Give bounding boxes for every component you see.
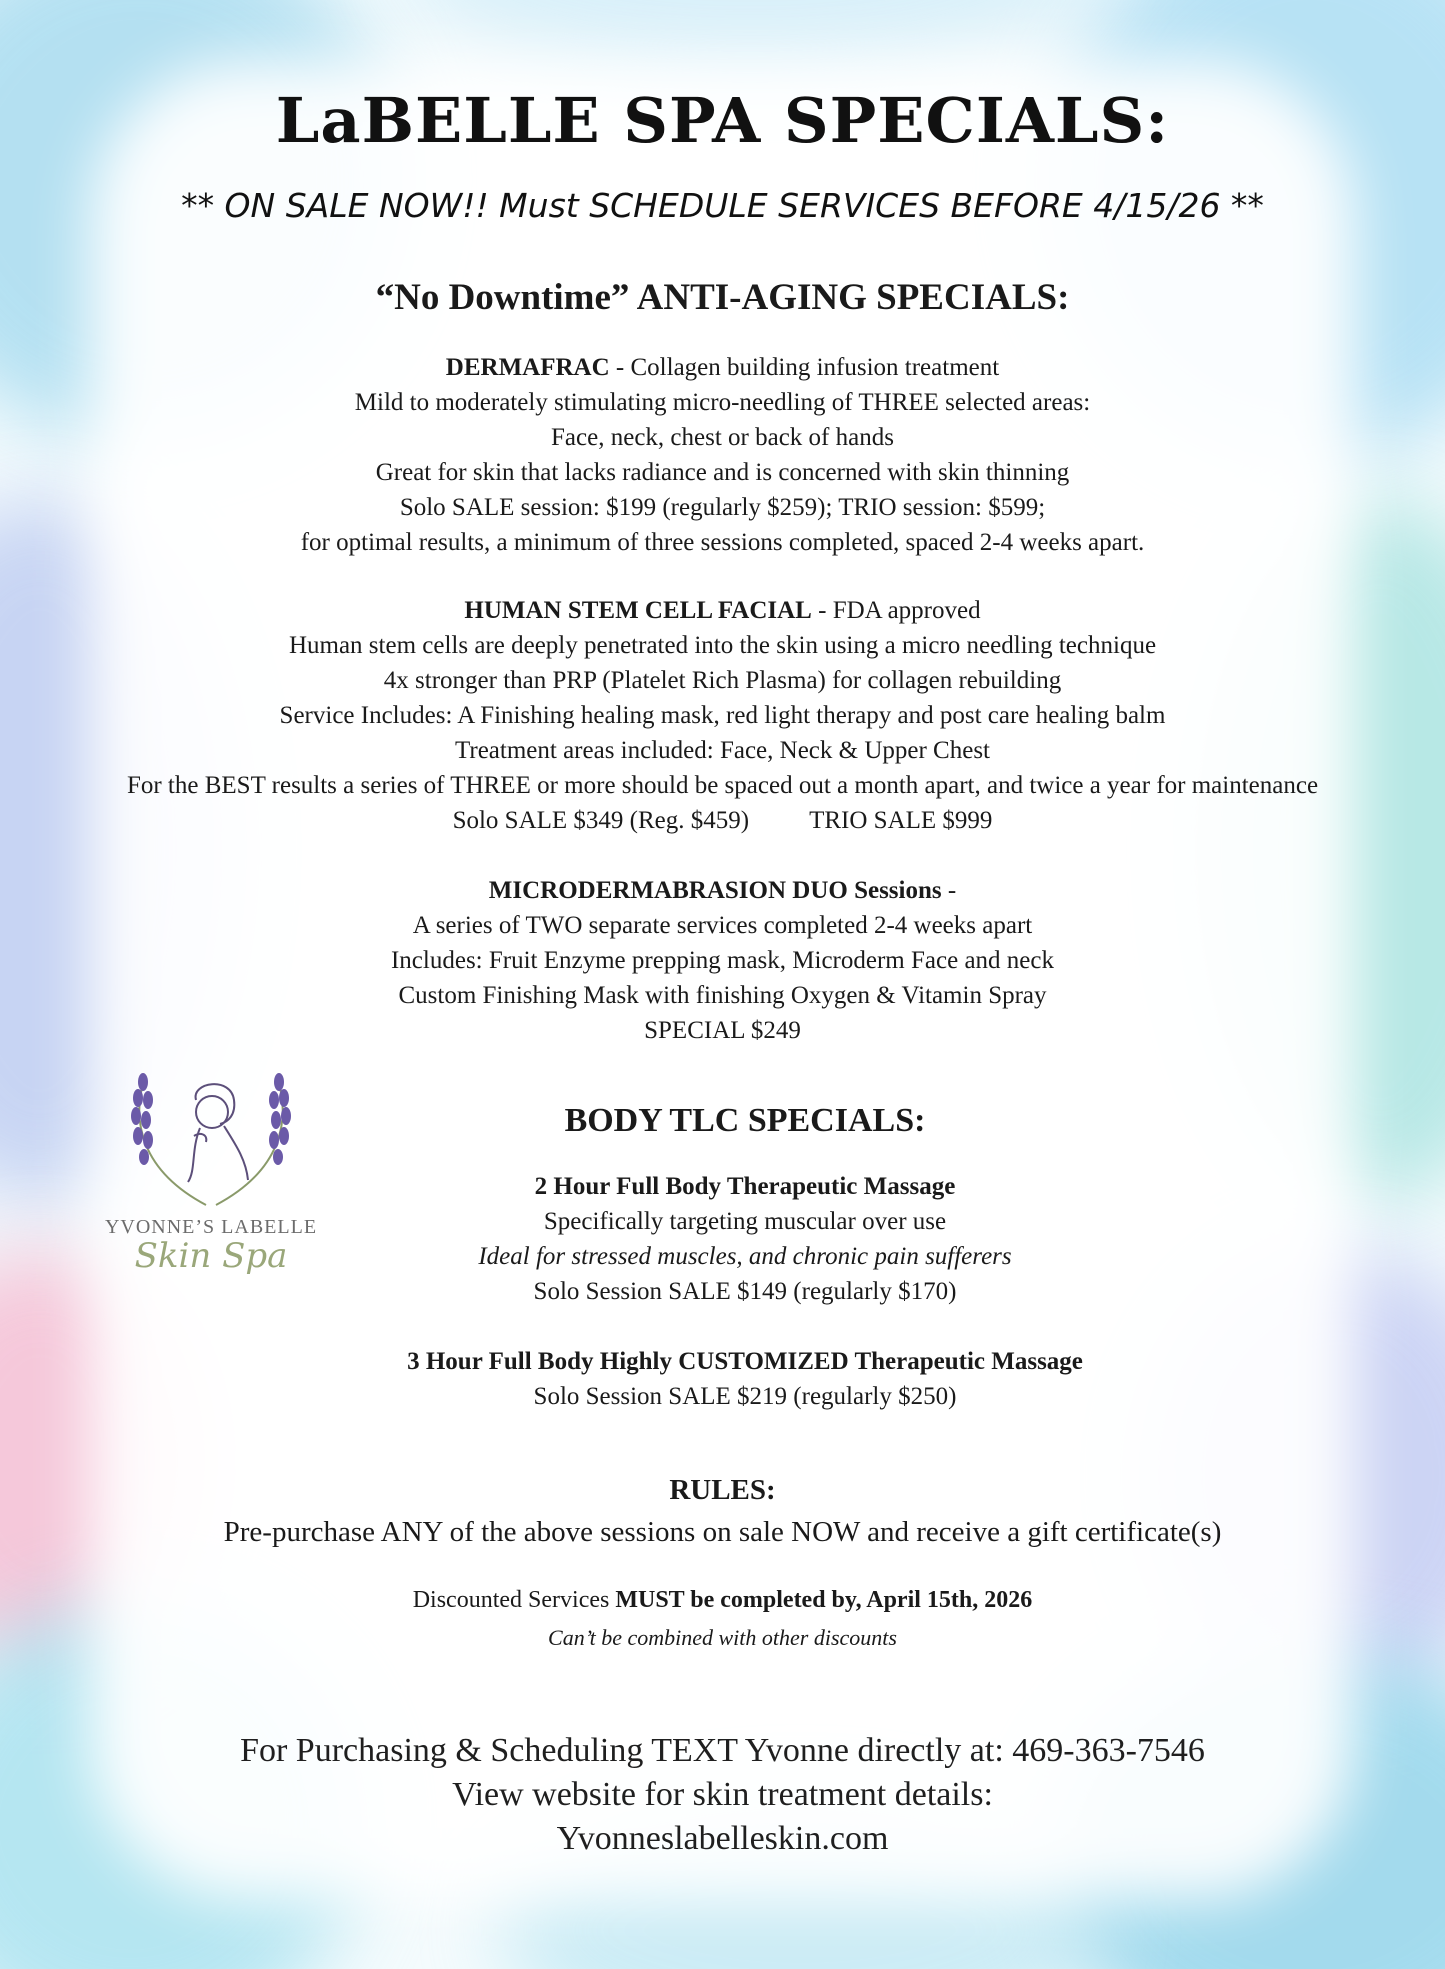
- footer-contact: For Purchasing & Scheduling TEXT Yvonne directly at: 469-363-7546: [240, 1732, 1205, 1769]
- rules-deadline: [0, 1587, 1445, 1614]
- microderm-line: Includes: Fruit Enzyme prepping mask, Microderm Face and neck: [390, 947, 1054, 974]
- page-title: LaBELLE SPA SPECIALS:: [275, 84, 1170, 157]
- spa-logo: [96, 1060, 326, 1285]
- anti-aging-heading: “No Downtime” ANTI-AGING SPECIALS:: [375, 277, 1070, 318]
- rules-no-combine: Can’t be combined with other discounts: [548, 1625, 897, 1650]
- microderm-name: MICRODERMABRASION DUO Sessions: [488, 877, 942, 904]
- stem-cell-line: Service Includes: A Finishing healing mask, red light therapy and post care healing balm: [279, 702, 1166, 729]
- massage-2h-line-italic: Ideal for stressed muscles, and chronic pain sufferers: [478, 1243, 1012, 1270]
- dermafrac-section: [0, 350, 1445, 560]
- stem-cell-line: Human stem cells are deeply penetrated into the skin using a micro needling technique: [288, 632, 1157, 659]
- massage-2h-price: Solo Session SALE $149 (regularly $170): [533, 1278, 957, 1305]
- dermafrac-line: Mild to moderately stimulating micro-needling of THREE selected areas:: [354, 389, 1091, 416]
- massage-3h-section: [300, 1344, 1190, 1414]
- stem-cell-line: Treatment areas included: Face, Neck & Upper Chest: [454, 737, 991, 764]
- stem-cell-section: [0, 593, 1445, 838]
- dermafrac-line: for optimal results, a minimum of three sessions completed, spaced 2-4 weeks apart.: [300, 529, 1145, 556]
- rules-heading: RULES:: [669, 1474, 776, 1506]
- microderm-line: A series of TWO separate services completed 2-4 weeks apart: [412, 912, 1033, 939]
- massage-3h-price: Solo Session SALE $219 (regularly $250): [533, 1383, 957, 1410]
- logo-name: YVONNE’S LABELLE: [104, 1216, 318, 1238]
- dermafrac-tagline: - Collagen building infusion treatment: [609, 354, 1000, 381]
- stem-cell-solo-price: Solo SALE $349 (Reg. $459): [452, 807, 750, 834]
- microderm-section: [0, 873, 1445, 1048]
- sale-subtitle: ** ON SALE NOW!! Must SCHEDULE SERVICES BEFORE 4/15/26 **: [181, 186, 1264, 225]
- dermafrac-price: Solo SALE session: $199 (regularly $259); TRIO session: $599;: [399, 494, 1046, 521]
- massage-3h-name: 3 Hour Full Body Highly CUSTOMIZED Therapeutic Massage: [407, 1348, 1083, 1375]
- rules-main: Pre-purchase ANY of the above sessions on sale NOW and receive a gift certificate(s): [223, 1516, 1222, 1548]
- rules-deadline-date: MUST be completed by, April 15th, 2026: [615, 1587, 1033, 1613]
- stem-cell-name: HUMAN STEM CELL FACIAL: [464, 597, 812, 624]
- rules-deadline-prefix: Discounted Services: [412, 1587, 616, 1613]
- footer-website: Yvonneslabelleskin.com: [556, 1820, 889, 1857]
- dermafrac-line: Face, neck, chest or back of hands: [551, 424, 894, 451]
- stem-cell-line: For the BEST results a series of THREE or more should be spaced out a month apart, and twice a year for maintenance: [126, 772, 1319, 799]
- footer: [0, 1729, 1445, 1861]
- dermafrac-line: Great for skin that lacks radiance and is concerned with skin thinning: [375, 459, 1070, 486]
- body-tlc-heading: BODY TLC SPECIALS:: [564, 1102, 926, 1139]
- microderm-tagline: -: [941, 877, 957, 904]
- footer-website-label: View website for skin treatment details:: [452, 1776, 993, 1813]
- stem-cell-tagline: - FDA approved: [811, 597, 981, 624]
- stem-cell-line: 4x stronger than PRP (Platelet Rich Plasma) for collagen rebuilding: [383, 667, 1062, 694]
- massage-2h-line: Specifically targeting muscular over use: [543, 1208, 947, 1235]
- dermafrac-name: DERMAFRAC: [445, 354, 610, 381]
- logo-script: Skin Spa: [134, 1236, 288, 1276]
- stem-cell-trio-price: TRIO SALE $999: [809, 807, 993, 834]
- microderm-price: SPECIAL $249: [644, 1017, 801, 1044]
- microderm-line: Custom Finishing Mask with finishing Oxygen & Vitamin Spray: [398, 982, 1047, 1009]
- lavender-wreath-icon: [96, 1060, 326, 1220]
- massage-2h-name: 2 Hour Full Body Therapeutic Massage: [534, 1173, 956, 1200]
- massage-2h-section: [300, 1169, 1190, 1309]
